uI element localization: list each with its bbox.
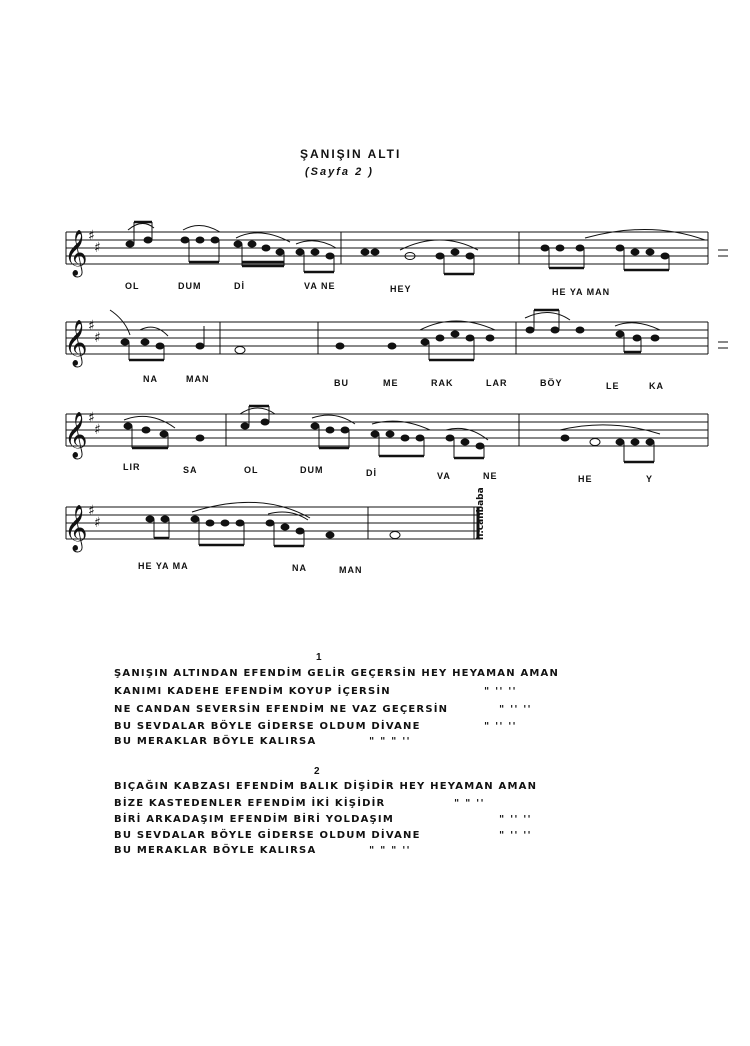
verse-line: BIÇAĞIN KABZASI EFENDİM BALIK DİŞİDİR HEY HEYAMAN AMAN (114, 781, 538, 792)
svg-text:♯: ♯ (88, 318, 95, 334)
svg-text:♯: ♯ (88, 410, 95, 426)
verse-line: KANIMI KADEHE EFENDİM KOYUP İÇERSİN " '' '' (114, 686, 614, 697)
lyric-syllable: HE YA MA (138, 561, 189, 571)
verse-line: BİRİ ARKADAŞIM EFENDİM BİRİ YOLDAŞIM " '' '' (114, 814, 614, 825)
lyric-syllable: RAK (431, 378, 454, 388)
verse-number: 2 (314, 766, 320, 777)
svg-text:♯: ♯ (88, 228, 95, 244)
verse-line: ŞANIŞIN ALTINDAN EFENDİM GELİR GEÇERSİN HEY HEYAMAN AMAN (114, 668, 560, 679)
svg-text:♯: ♯ (94, 240, 101, 256)
ditto-marks: " '' '' (499, 814, 532, 825)
treble-clef-icon: 𝄞 (64, 505, 88, 551)
treble-clef-icon: 𝄞 (64, 412, 88, 458)
lyric-syllable: MAN (339, 565, 363, 575)
svg-text:♯: ♯ (94, 515, 101, 531)
verse-number: 1 (316, 652, 322, 663)
lyric-syllable: NA (292, 563, 307, 573)
lyric-syllable: HEY (390, 284, 412, 294)
lyric-syllable: HE (578, 474, 593, 484)
lyric-syllable: DUM (300, 465, 324, 475)
verse-line: BU SEVDALAR BÖYLE GİDERSE OLDUM DİVANE " '' '' (114, 830, 614, 841)
lyric-syllable: OL (125, 281, 140, 291)
lyric-syllable: ME (383, 378, 399, 388)
treble-clef-icon: 𝄞 (64, 320, 88, 366)
lyric-syllable: Dİ (234, 281, 245, 291)
verse-line: BU MERAKLAR BÖYLE KALIRSA " " " '' (114, 845, 614, 856)
verse-line: BİZE KASTEDENLER EFENDİM İKİ KİŞİDİR " " '' (114, 798, 614, 809)
verse-line: BU SEVDALAR BÖYLE GİDERSE OLDUM DİVANE " '' '' (114, 721, 614, 732)
treble-clef-icon: 𝄞 (64, 230, 88, 276)
lyric-syllable: HE YA MAN (552, 287, 611, 297)
verse-line: NE CANDAN SEVERSİN EFENDİM NE VAZ GEÇERSİN " '' '' (114, 704, 614, 715)
lyric-syllable: BÖY (540, 378, 563, 388)
lyric-syllable: LE (606, 381, 620, 391)
lyric-syllable: BU (334, 378, 349, 388)
ditto-marks: " " " '' (369, 845, 411, 856)
ditto-marks: " " '' (454, 798, 485, 809)
lyric-syllable: DUM (178, 281, 202, 291)
staff-1 (66, 232, 708, 264)
lyric-syllable: MAN (186, 374, 210, 384)
lyric-syllable: LAR (486, 378, 508, 388)
staff-3 (66, 414, 708, 446)
ditto-marks: " '' '' (499, 704, 532, 715)
ditto-marks: " '' '' (499, 830, 532, 841)
svg-text:♯: ♯ (94, 422, 101, 438)
staff-2 (66, 322, 708, 354)
ditto-marks: " '' '' (484, 721, 517, 732)
lyric-syllable: SA (183, 465, 198, 475)
ditto-marks: " " " '' (369, 736, 411, 747)
lyric-syllable: OL (244, 465, 259, 475)
svg-text:♯: ♯ (94, 330, 101, 346)
lyric-syllable: NA (143, 374, 158, 384)
page-title: ŞANIŞIN ALTI (300, 147, 402, 161)
svg-text:♯: ♯ (88, 503, 95, 519)
lyric-syllable: Y (646, 474, 654, 484)
lyric-syllable: LIR (123, 462, 141, 472)
page-subtitle: (Sayfa 2 ) (305, 166, 374, 178)
lyric-syllable: VA (437, 471, 451, 481)
ditto-marks: " '' '' (484, 686, 517, 697)
lyric-syllable: VA NE (304, 281, 336, 291)
staff-2-notes (121, 310, 728, 360)
lyric-syllable: KA (649, 381, 664, 391)
lyric-syllable: Dİ (366, 468, 377, 478)
verse-line: BU MERAKLAR BÖYLE KALIRSA " " " '' (114, 736, 614, 747)
lyric-syllable: NE (483, 471, 498, 481)
composer-signature: h.canbaba (476, 487, 486, 540)
